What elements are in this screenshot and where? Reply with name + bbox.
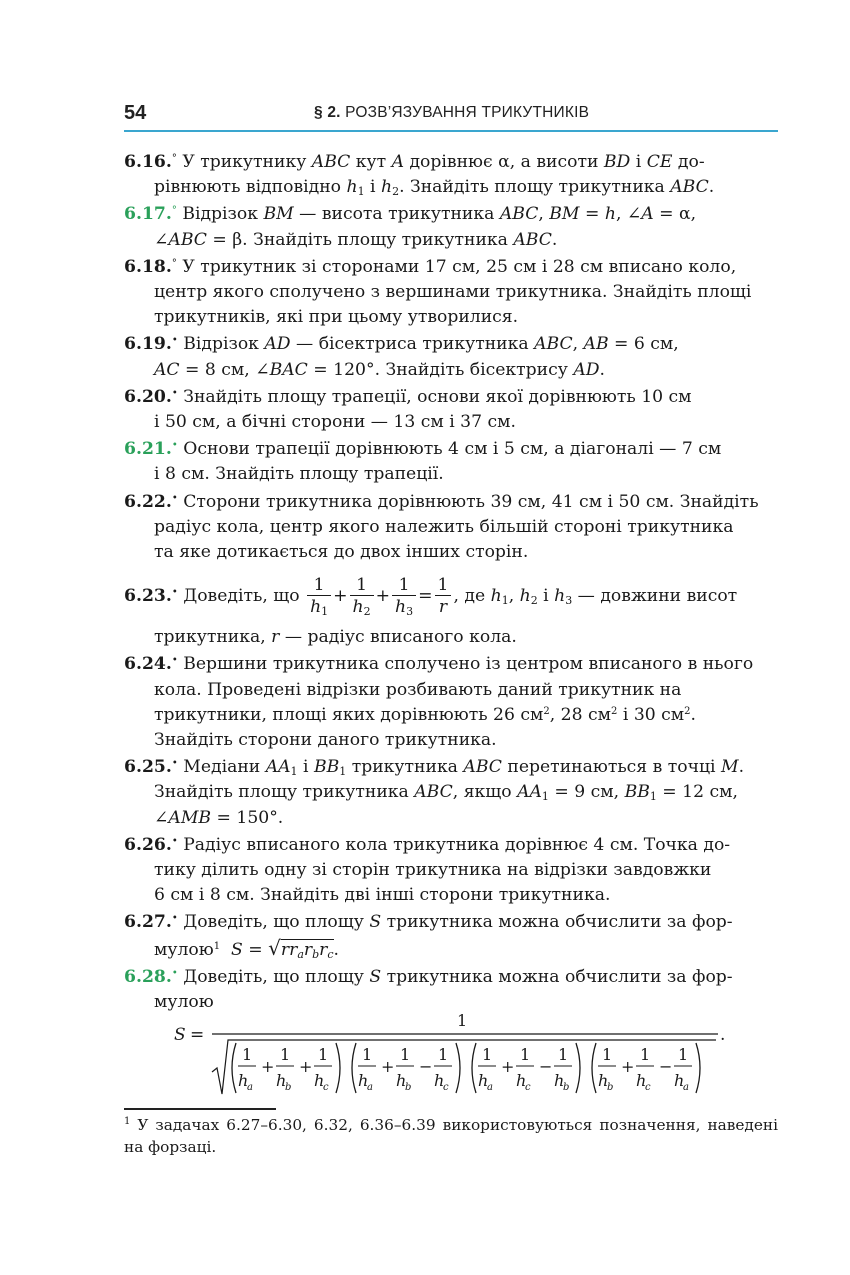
fraction: $\frac{1}{h_2}$ (350, 575, 374, 618)
svg-text:b: b (285, 1082, 292, 1093)
problem-number: 6.19. (124, 334, 172, 355)
svg-text:h: h (554, 1071, 565, 1090)
problem-6-24: 6.24.• Вершини трикутника сполучено із центром вписаного в нього кола. Проведені відрізки розбивають даний трикутник на трикутники, площі яких дорівнюють 26 $см^2$, 28 $см^2$ і 30 $см^2$. Знайдіть сторони даного трикутника. (124, 654, 754, 751)
svg-text:1: 1 (640, 1045, 651, 1064)
problem-6-17: 6.17.° Відрізок BM — висота трикутника ABC, BM = h, ∠A = α, ∠ABC = β. Знайдіть площу трикутника ABC. (124, 204, 697, 250)
problem-6-20: 6.20.• Знайдіть площу трапеції, основи якої дорівнюють 10 см і 50 см, а бічні сторони — 13 см і 37 см. (124, 386, 692, 433)
svg-text:h: h (314, 1071, 325, 1090)
problem-6-28: 6.28.• Доведіть, що площу S трикутника можна обчислити за фор- мулою (124, 966, 733, 1013)
svg-text:h: h (358, 1071, 369, 1090)
svg-text:a: a (367, 1082, 373, 1093)
svg-text:1: 1 (457, 1011, 468, 1030)
area-formula (170, 1010, 750, 1100)
svg-text:1: 1 (482, 1045, 493, 1064)
svg-text:−: − (419, 1057, 433, 1076)
fraction: $\frac{1}{h_1}$ (307, 575, 331, 618)
problem-6-16: 6.16.° У трикутнику ABC кут A дорівнює α, а висоти BD і CE до- рівнюють відповідно $h_1$ і $h_2$. Знайдіть площу трикутника ABC. (124, 152, 715, 199)
svg-text:a: a (487, 1082, 493, 1093)
footnote-text: У задачах 6.27–6.30, 6.32, 6.36–6.39 використовуються позначення, наведені на форзаці. (124, 1116, 778, 1156)
svg-text:h: h (516, 1071, 527, 1090)
formula-svg (170, 1010, 750, 1100)
problem-list (124, 150, 778, 1017)
svg-text:h: h (674, 1071, 685, 1090)
svg-text:+: + (299, 1057, 313, 1076)
problem-6-26: 6.26.• Радіус вписаного кола трикутника дорівнює 4 см. Точка до- тику ділить одну зі сторін трикутника на відрізки завдовжки 6 см і 8 см. Знайдіть дві інші сторони трикутника. (124, 834, 731, 906)
problem-6-23: 6.23.• Доведіть, що $\frac{1}{h_1}$ + $\frac{1}{h_2}$ + $\frac{1}{h_3}$ = $\frac{1}{r}$ , де $h_1$, $h_2$ і $h_3$ — довжини висот трикутника, r — радіус вписаного кола. (124, 575, 738, 648)
svg-text:c: c (323, 1082, 329, 1093)
svg-text:−: − (539, 1057, 553, 1076)
svg-text:c: c (645, 1082, 651, 1093)
problem-number: 6.20. (124, 386, 172, 407)
svg-text:b: b (405, 1082, 412, 1093)
svg-text:1: 1 (558, 1045, 569, 1064)
problem-number: 6.17. (124, 204, 172, 225)
svg-text:+: + (501, 1057, 515, 1076)
footnote-rule (124, 1108, 276, 1110)
section-mark: § 2. (314, 104, 341, 121)
svg-text:a: a (247, 1082, 253, 1093)
svg-text:b: b (607, 1082, 614, 1093)
fraction: $\frac{1}{h_3}$ (392, 575, 416, 618)
svg-text:−: − (659, 1057, 673, 1076)
page-number: 54 (124, 102, 147, 124)
problem-6-18: 6.18.° У трикутник зі сторонами 17 см, 25 см і 28 см вписано коло, центр якого сполучено з вершинами трикутника. Знайдіть площі трикутників, які при цьому утворилися. (124, 256, 752, 328)
footnote-mark: 1 (124, 1116, 131, 1127)
problem-number: 6.23. (124, 586, 172, 607)
problem-number: 6.27. (124, 912, 172, 933)
svg-text:1: 1 (602, 1045, 613, 1064)
chapter-title (314, 104, 589, 122)
section-title: РОЗВ’ЯЗУВАННЯ ТРИКУТНИКІВ (345, 104, 590, 121)
problem-number: 6.24. (124, 654, 172, 675)
footnote (124, 1114, 778, 1158)
problem-6-21: 6.21.• Основи трапеції дорівнюють 4 см і 5 см, а діагоналі — 7 см і 8 см. Знайдіть площу трапеції. (124, 439, 722, 485)
problem-6-19: 6.19.• Відрізок AD — бісектриса трикутника ABC, AB = 6 см, AC = 8 см, ∠BAC = 120°. Знайдіть бісектрису AD. (124, 334, 679, 380)
svg-text:a: a (683, 1082, 689, 1093)
svg-text:h: h (238, 1071, 249, 1090)
svg-text:h: h (478, 1071, 489, 1090)
problem-number: 6.16. (124, 152, 172, 172)
svg-text:1: 1 (242, 1045, 253, 1064)
svg-text:h: h (598, 1071, 609, 1090)
svg-text:h: h (434, 1071, 445, 1090)
svg-text:1: 1 (678, 1045, 689, 1064)
problem-number: 6.18. (124, 256, 172, 277)
problem-6-22: 6.22.• Сторони трикутника дорівнюють 39 см, 41 см і 50 см. Знайдіть радіус кола, центр якого належить більшій стороні трикутника та яке дотикається до двох інших сторін. (124, 491, 759, 563)
header-rule (124, 130, 778, 132)
svg-text:=: = (190, 1025, 205, 1045)
problem-6-27: 6.27.• Доведіть, що площу S трикутника можна обчислити за фор- мулою$^1$ $S = √rr_ar_br_c$. (124, 912, 733, 961)
svg-text:c: c (525, 1082, 531, 1093)
svg-text:h: h (276, 1071, 287, 1090)
svg-text:+: + (261, 1057, 275, 1076)
svg-text:1: 1 (520, 1045, 531, 1064)
problem-number: 6.25. (124, 757, 172, 778)
svg-text:b: b (563, 1082, 570, 1093)
problem-number: 6.28. (124, 966, 172, 987)
svg-text:+: + (381, 1057, 395, 1076)
problem-number: 6.21. (124, 439, 172, 460)
svg-text:1: 1 (400, 1045, 411, 1064)
problem-number: 6.26. (124, 834, 172, 855)
svg-text:1: 1 (438, 1045, 449, 1064)
svg-text:c: c (443, 1082, 449, 1093)
svg-text:h: h (396, 1071, 407, 1090)
svg-text:+: + (621, 1057, 635, 1076)
svg-text:1: 1 (362, 1045, 373, 1064)
svg-text:1: 1 (318, 1045, 329, 1064)
svg-text:h: h (636, 1071, 647, 1090)
svg-text:.: . (720, 1025, 726, 1045)
svg-text:1: 1 (280, 1045, 291, 1064)
svg-text:S: S (174, 1025, 186, 1045)
problem-number: 6.22. (124, 491, 172, 512)
page-header (124, 100, 778, 130)
fraction: $\frac{1}{r}$ (435, 575, 452, 618)
problem-6-25: 6.25.• Медіани $AA_1$ і $BB_1$ трикутника ABC перетинаються в точці M. Знайдіть площу трикутника ABC, якщо $AA_1 = 9$ см, $BB_1 = 12$ см, ∠AMB = 150°. (124, 757, 745, 828)
